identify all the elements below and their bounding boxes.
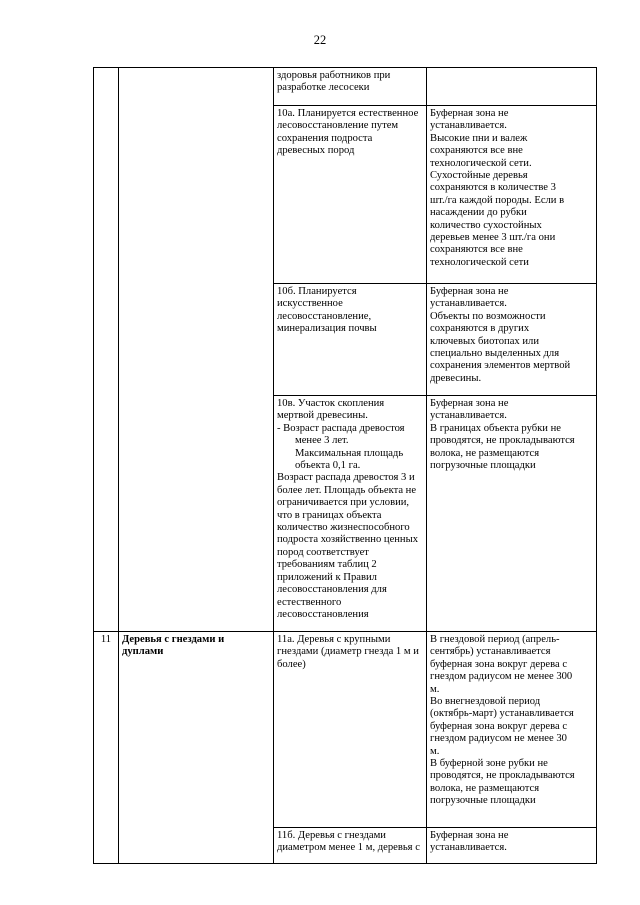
text-line: шт./га каждой породы. Если в <box>430 194 565 206</box>
text-line: количество сухостойных <box>430 219 542 231</box>
buffer-cell <box>427 828 597 864</box>
text-line: количество жизнеспособного <box>277 522 410 534</box>
text-line: объекта 0,1 га. <box>295 460 361 472</box>
text-line: естественного <box>277 596 342 608</box>
text-line: проводятся, не прокладываются <box>430 770 575 782</box>
measure-tail <box>277 472 423 621</box>
text-line: Деревья с гнездами и <box>122 634 225 645</box>
text-line: технологической сети. <box>430 157 532 169</box>
measure-cell <box>274 68 427 106</box>
text-line: насаждении до рубки <box>430 207 527 219</box>
measure-cell <box>274 396 427 632</box>
text-line: Объекты по возможности <box>430 310 546 322</box>
text-line: Буферная зона не <box>430 286 509 297</box>
text-line: Буферная зона не <box>430 398 509 409</box>
text-line: буферная зона вокруг дерева с <box>430 658 568 670</box>
text-line: лесовосстановления <box>277 608 369 620</box>
text-line: лесовосстановление, <box>277 310 372 322</box>
text-line: В границах объекта рубки не <box>430 422 561 434</box>
text-line: сохраняются в количестве 3 <box>430 182 556 194</box>
table-row <box>94 632 597 828</box>
measure-cell <box>274 106 427 284</box>
text-line: более лет. Площадь объекта не <box>277 484 417 496</box>
text-line: сохранения подроста <box>277 132 373 144</box>
text-line: деревьев менее 3 шт./га они <box>430 232 556 244</box>
text-line: мертвой древесины. <box>277 410 368 422</box>
buffer-cell <box>427 632 597 828</box>
text-line: Буферная зона не <box>430 830 509 841</box>
text-line: м. <box>430 683 440 695</box>
text-line: Во внегнездовой период <box>430 696 541 708</box>
text-line: буферная зона вокруг дерева с <box>430 720 568 732</box>
text-line: Высокие пни и валеж <box>430 132 528 144</box>
text-line: устанавливается. <box>430 410 507 422</box>
text-line: погрузочные площадки <box>430 460 536 472</box>
text-line: 10в. Участок скопления <box>277 398 385 409</box>
text-line: менее 3 лет. <box>295 435 349 447</box>
text-line: проводятся, не прокладываются <box>430 435 575 447</box>
text-line: здоровья работников при <box>277 70 391 81</box>
text-line: 11б. Деревья с гнездами <box>277 830 386 841</box>
text-line: гнездом радиусом не менее 300 <box>430 671 573 683</box>
text-line: Сухостойные деревья <box>430 170 528 182</box>
number-cell <box>94 68 119 632</box>
text-line: В гнездовой период (апрель- <box>430 634 560 645</box>
text-line: ключевых биотопах или <box>430 335 539 347</box>
text-line: дуплами <box>122 646 164 658</box>
text-line: сохраняются все вне <box>430 244 523 256</box>
text-line: гнездами (диаметр гнезда 1 м и <box>277 646 419 658</box>
text-line: сохранения элементов мертвой <box>430 360 571 372</box>
measure-cell <box>274 632 427 828</box>
text-line: Максимальная площадь <box>295 447 404 459</box>
text-line: гнездом радиусом не менее 30 <box>430 733 567 745</box>
text-line: более) <box>277 658 306 670</box>
table-row <box>94 68 597 106</box>
buffer-cell <box>427 284 597 396</box>
text-line: м. <box>430 745 440 757</box>
text-line: подроста хозяйственно ценных <box>277 534 419 546</box>
text-line: пород соответствует <box>277 546 369 558</box>
text-line: 10а. Планируется естественное <box>277 108 419 119</box>
text-line: разработке лесосеки <box>277 82 370 94</box>
text-line: специально выделенных для <box>430 348 560 360</box>
text-line: погрузочные площадки <box>430 795 536 807</box>
buffer-cell <box>427 396 597 632</box>
measure-bullet: - Возраст распада древостоя <box>277 422 405 434</box>
text-line: лесовосстановление путем <box>277 120 399 132</box>
measure-cell <box>274 828 427 864</box>
text-line: волока, не размещаются <box>430 447 540 459</box>
object-cell <box>119 632 274 864</box>
text-line: ограничивается при условии, <box>277 497 410 509</box>
text-line: (октябрь-март) устанавливается <box>430 708 574 720</box>
text-line: Буферная зона не <box>430 108 509 119</box>
text-line: сохраняются в других <box>430 323 530 335</box>
text-line: 10б. Планируется <box>277 286 357 297</box>
object-cell <box>119 68 274 632</box>
text-line: волока, не размещаются <box>430 782 540 794</box>
text-line: Возраст распада древостоя 3 и <box>277 472 415 484</box>
text-line: лесовосстановления для <box>277 584 387 596</box>
measure-indent <box>277 435 423 472</box>
text-line: 11а. Деревья с крупными <box>277 634 391 645</box>
measure-cell <box>274 284 427 396</box>
text-line: минерализация почвы <box>277 323 377 335</box>
measure-text <box>277 398 423 423</box>
text-line: сохраняются все вне <box>430 145 523 157</box>
number-cell: 11 <box>94 632 119 864</box>
text-line: В буферной зоне рубки не <box>430 758 548 770</box>
text-line: древесины. <box>430 372 482 384</box>
buffer-cell <box>427 106 597 284</box>
text-line: приложений к Правил <box>277 571 377 583</box>
buffer-cell <box>427 68 597 106</box>
text-line: что в границах объекта <box>277 509 382 521</box>
text-line: искусственное <box>277 298 343 310</box>
text-line: технологической сети <box>430 256 529 268</box>
text-line: древесных пород <box>277 145 355 157</box>
text-line: требованиям таблиц 2 <box>277 559 377 571</box>
text-line: устанавливается. <box>430 298 507 310</box>
page-number: 22 <box>313 33 327 47</box>
document-table <box>93 67 597 864</box>
text-line: диаметром менее 1 м, деревья с <box>277 842 420 854</box>
text-line: устанавливается. <box>430 120 507 132</box>
text-line: устанавливается. <box>430 842 507 854</box>
text-line: сентябрь) устанавливается <box>430 646 551 658</box>
